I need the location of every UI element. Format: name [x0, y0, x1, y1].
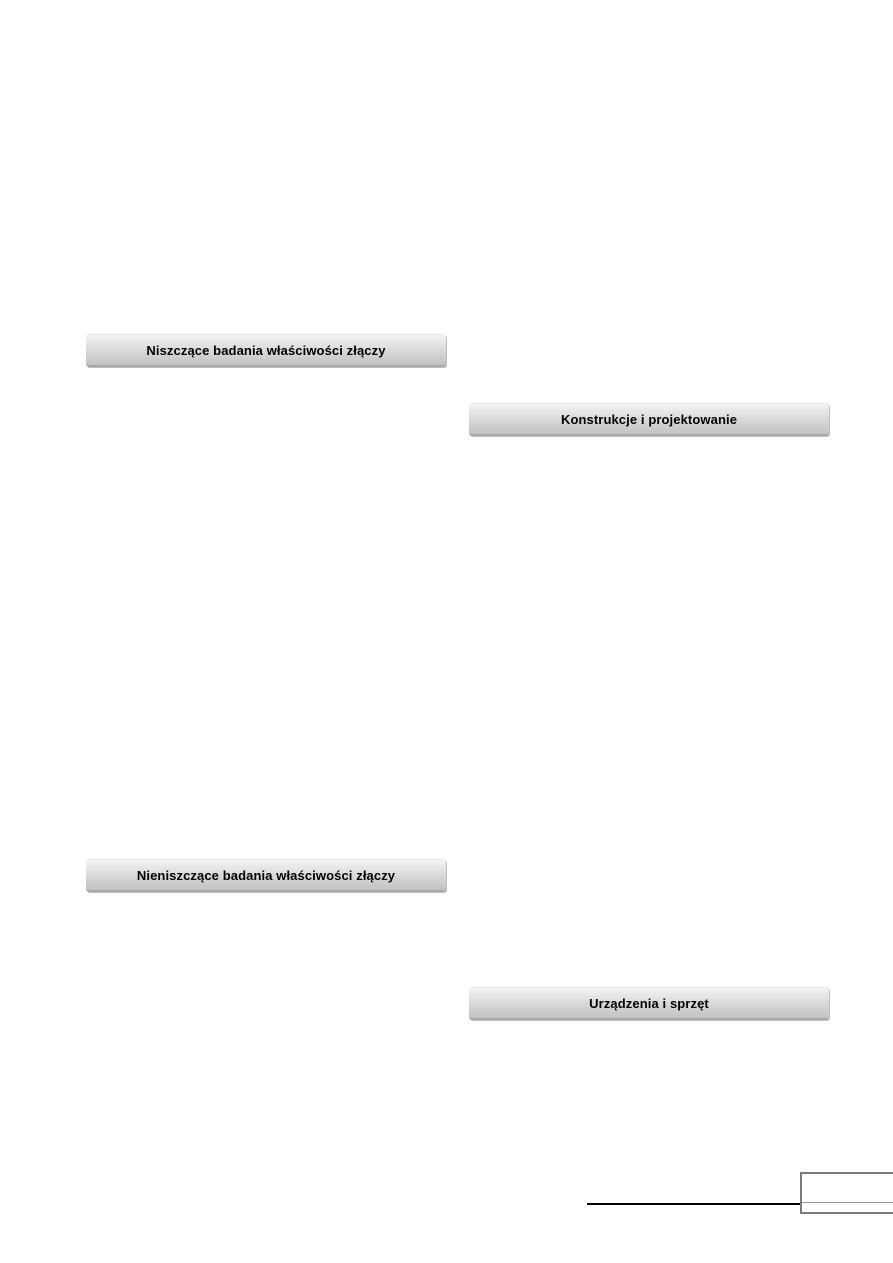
- section-title: Niszczące badania właściwości złączy: [146, 342, 386, 358]
- section-title: Nieniszczące badania właściwości złączy: [136, 867, 396, 883]
- section-banner-destructive-testing: [86, 334, 446, 367]
- page-number-divider: [802, 1202, 893, 1203]
- section-banner-nondestructive-testing: [86, 859, 446, 892]
- section-title: Konstrukcje i projektowanie: [560, 411, 738, 427]
- footer-rule: [587, 1203, 801, 1205]
- page-number-box: [800, 1172, 893, 1214]
- section-banner-equipment: [469, 987, 829, 1020]
- section-title: Urządzenia i sprzęt: [589, 995, 709, 1011]
- section-banner-construction-design: [469, 403, 829, 436]
